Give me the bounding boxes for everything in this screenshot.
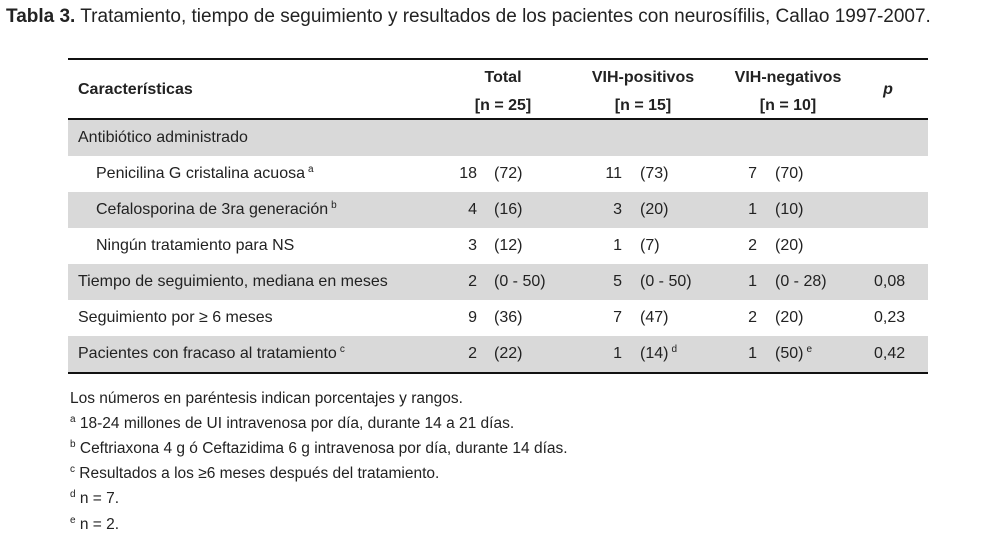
row-label [96,236,294,256]
vih-positive-pct [640,344,677,364]
vih-positive-pct-text: (14) [640,345,669,362]
vih-positive-n: 1 [613,345,622,362]
vih-positive-n: 3 [613,201,622,218]
row-label [78,272,388,292]
total-pct [494,164,522,184]
vih-negative-n: 1 [748,201,757,218]
total-pct-text: (12) [494,237,523,254]
vih-negative-pct [775,164,803,184]
total-pct-text: (16) [494,201,523,218]
row-label-text: Tiempo de seguimiento, mediana en meses [78,273,388,290]
vih-positive-pct [640,308,668,328]
total-pct-text: (36) [494,309,523,326]
table-row [68,192,928,228]
footnote [70,388,568,409]
total-pct [494,272,546,292]
row-label-text: Seguimiento por ≥ 6 meses [78,309,273,326]
row-label-text: Pacientes con fracaso al tratamiento [78,345,337,362]
table-caption [6,6,931,28]
total-pct [494,200,522,220]
footnote [70,484,568,509]
row-label-text: Antibiótico administrado [78,129,248,146]
vih-positive-n: 1 [613,237,622,254]
vih-positive-pct [640,272,692,292]
p-value: 0,42 [874,345,906,362]
total-pct-text: (72) [494,165,523,182]
table-footnotes [70,388,568,535]
row-label-sup: c [339,344,345,355]
header-vih-positive: VIH-positivos [n = 15] [591,69,695,114]
vih-positive-pct-text: (47) [640,309,669,326]
footnote-sup: c [70,464,75,476]
header-vih-negative: VIH-negativos [n = 10] [734,69,842,114]
footnote-sup: e [70,514,76,526]
footnote-text: 18-24 millones de UI intravenosa por día, durante 14 a 21 días. [75,415,515,433]
vih-negative-n: 7 [748,165,757,182]
vih-positive-pct [640,164,668,184]
total-n: 2 [468,273,477,290]
footnote-sup: b [70,439,76,451]
header-characteristics: Características [78,81,193,98]
row-label [78,344,345,364]
vih-positive-pct-text: (73) [640,165,669,182]
row-label [96,164,314,184]
p-value: 0,23 [874,309,906,326]
vih-positive-n: 7 [613,309,622,326]
vih-positive-pct-text: (20) [640,201,669,218]
vih-negative-pct [775,272,827,292]
vih-positive-pct-text: (0 - 50) [640,273,692,290]
caption-text: Tratamiento, tiempo de seguimiento y resultados de los pacientes con neurosífilis, Callao 1997-2007. [75,6,931,27]
vih-negative-pct-text: (20) [775,309,804,326]
vih-positive-pct [640,200,668,220]
total-pct-text: (22) [494,345,523,362]
vih-negative-pct [775,344,812,364]
total-pct [494,236,522,256]
total-pct-text: (0 - 50) [494,273,546,290]
total-n: 4 [468,201,477,218]
total-n: 18 [459,165,477,182]
footnote-text: Ceftriaxona 4 g ó Ceftazidima 6 g intravenosa por día, durante 14 días. [75,440,568,458]
row-label-text: Cefalosporina de 3ra generación [96,201,329,218]
row-label [96,200,337,220]
row-label-sup: a [308,164,314,175]
row-label-sup: b [331,200,337,211]
caption-label: Tabla 3. [6,6,76,27]
total-n: 3 [468,237,477,254]
total-n: 9 [468,309,477,326]
total-pct [494,344,522,364]
vih-negative-n: 2 [748,237,757,254]
table-header [68,60,928,120]
vih-negative-pct-text: (50) [775,345,804,362]
vih-positive-pct-text: (7) [640,237,660,254]
total-n: 2 [468,345,477,362]
table-row [68,156,928,192]
vih-negative-pct [775,236,803,256]
total-pct [494,308,522,328]
footnote-text: n = 2. [75,515,120,533]
vih-negative-n: 1 [748,345,757,362]
results-table [68,58,928,374]
row-label [78,128,248,148]
vih-negative-pct-text: (10) [775,201,804,218]
header-p: p [883,81,893,98]
row-label [78,308,273,328]
footnote-text: Resultados a los ≥6 meses después del tratamiento. [75,465,440,483]
table-row [68,300,928,336]
vih-negative-pct [775,200,803,220]
vih-negative-n: 1 [748,273,757,290]
vih-negative-n: 2 [748,309,757,326]
table-row [68,228,928,264]
table-row [68,264,928,300]
vih-negative-pct-text: (70) [775,165,804,182]
p-value: 0,08 [874,273,906,290]
vih-negative-pct-sup: e [806,344,813,355]
vih-negative-pct-text: (20) [775,237,804,254]
vih-positive-pct-sup: d [671,344,678,355]
footnote [70,510,568,535]
footnote-text: n = 7. [75,490,120,508]
header-total: Total [n = 25] [474,69,532,114]
table-row [68,336,928,372]
vih-negative-pct [775,308,803,328]
footnote [70,459,568,484]
row-label-text: Ningún tratamiento para NS [96,237,295,254]
vih-positive-n: 11 [605,165,622,182]
footnote-text: Los números en paréntesis indican porcentajes y rangos. [70,390,463,407]
table-bottom-rule [68,372,928,374]
footnote-sup: a [70,414,76,425]
footnote [70,434,568,459]
footnote-sup: d [70,489,76,501]
vih-positive-n: 5 [613,273,622,290]
table-body [68,120,928,372]
vih-positive-pct [640,236,660,256]
row-label-text: Penicilina G cristalina acuosa [96,165,305,182]
vih-negative-pct-text: (0 - 28) [775,273,827,290]
footnote [70,409,568,434]
table-row [68,120,928,156]
